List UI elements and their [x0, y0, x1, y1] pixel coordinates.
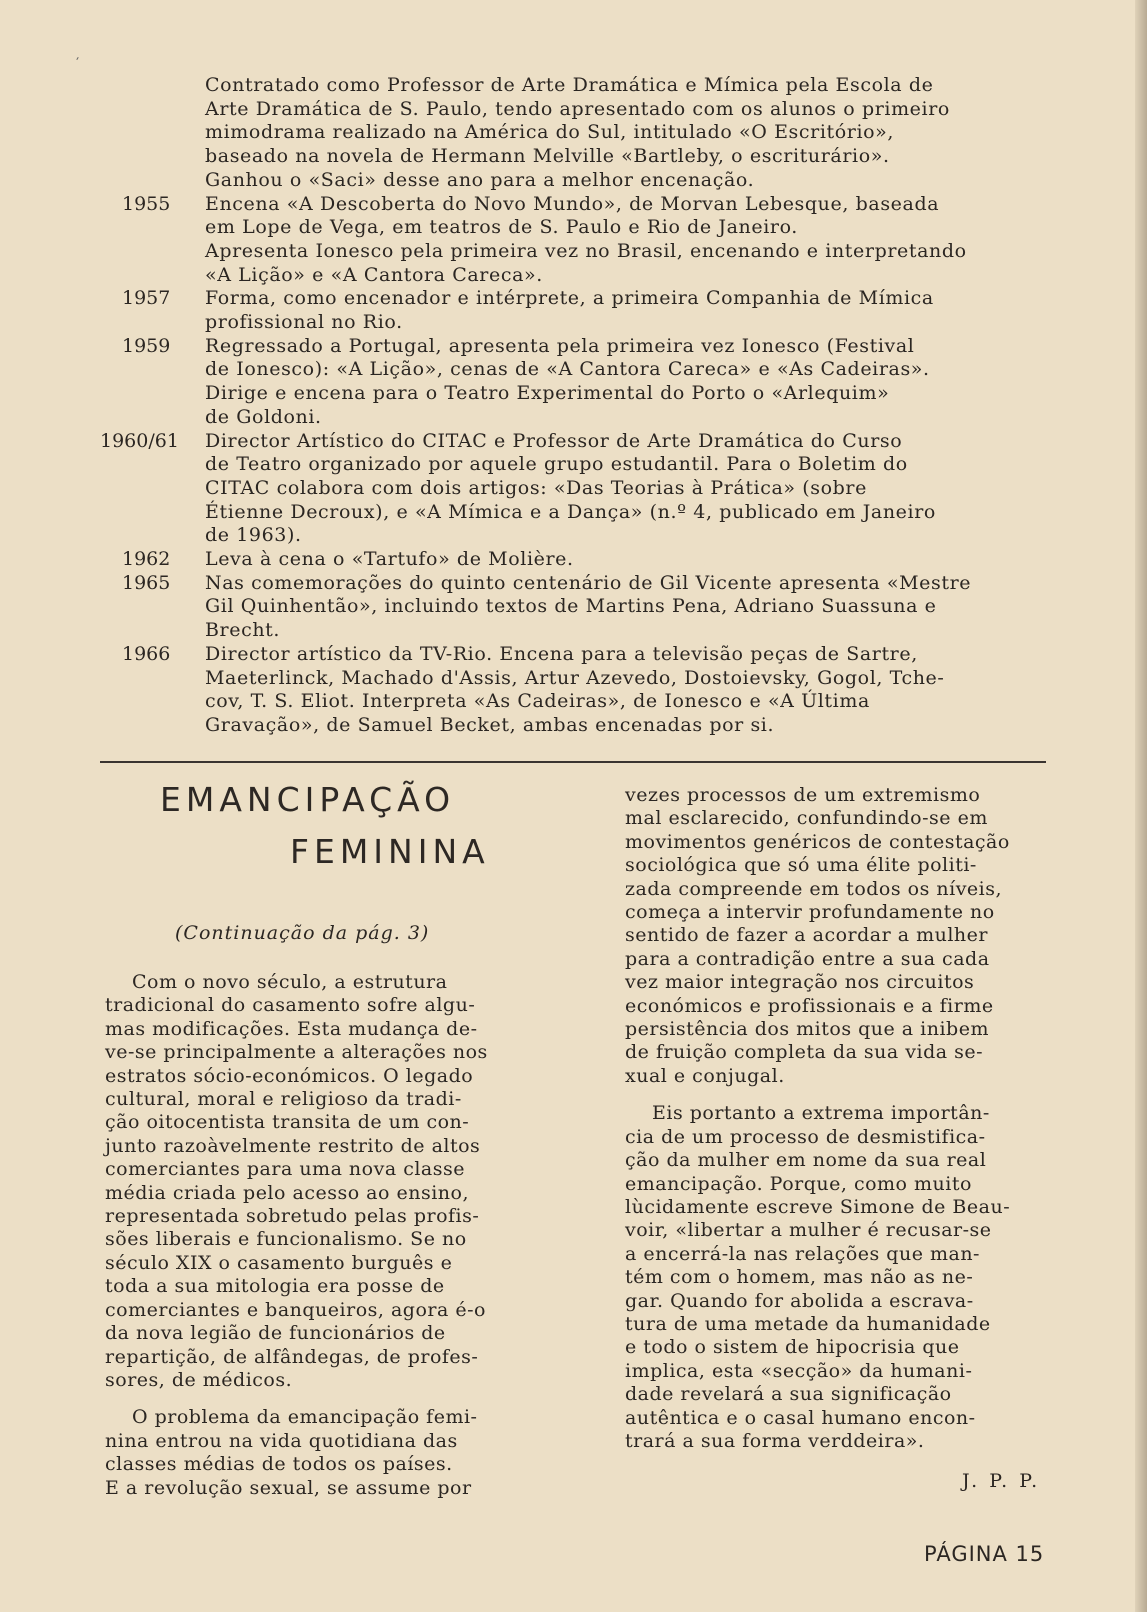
article-title-line1: EMANCIPAÇÃO — [160, 780, 456, 819]
text-line: O problema da emancipação femi- — [132, 1406, 478, 1429]
text-line: Ganhou o «Saci» desse ano para a melhor encenação. — [205, 168, 755, 191]
text-line: tura de uma metade da humanidade — [625, 1312, 991, 1335]
text-line: média criada pelo acesso ao ensino, — [105, 1181, 470, 1204]
text-line: trará a sua forma verddeira». — [625, 1429, 925, 1452]
text-line: movimentos genéricos de contestação — [625, 830, 1010, 853]
entry-year: 1959 — [122, 334, 171, 357]
text-line: vezes processos de um extremismo — [625, 784, 981, 806]
chronology-entry — [100, 643, 1060, 738]
text-line: sociológica que só uma élite politi- — [625, 854, 977, 877]
text-line: Eis portanto a extrema importân- — [652, 1102, 990, 1125]
text-line: xual e conjugal. — [625, 1064, 785, 1087]
text-line: Contratado como Professor de Arte Dramática e Mímica pela Escola de — [205, 74, 934, 96]
entry-year: 1962 — [122, 548, 171, 571]
text-line: económicos e profissionais e a firme — [625, 994, 994, 1017]
text-line: classes médias de todos os países. — [105, 1453, 453, 1476]
text-line: comerciantes para uma nova classe — [105, 1158, 466, 1181]
chronology-entry — [100, 548, 1060, 572]
text-line: autêntica e o casal humano encon- — [625, 1406, 976, 1429]
text-line: sões liberais e funcionalismo. Se no — [105, 1228, 467, 1251]
text-line: de Ionesco): «A Lição», cenas de «A Cantora Careca» e «As Cadeiras». — [205, 358, 930, 381]
paragraph-gap — [625, 1088, 1050, 1102]
entry-year: 1955 — [122, 192, 171, 215]
entry-year: 1965 — [122, 571, 171, 594]
text-line: mal esclarecido, confundindo-se em — [625, 807, 988, 830]
chronology-entry — [100, 430, 1060, 549]
entry-text — [205, 548, 1060, 572]
text-line: lùcidamente escreve Simone de Beau- — [625, 1195, 1011, 1218]
chronology-entry — [100, 335, 1060, 430]
section-divider — [100, 761, 1046, 763]
chronology-entry — [100, 74, 1060, 193]
text-line: Regressado a Portugal, apresenta pela primeira vez Ionesco (Festival — [205, 334, 915, 357]
entry-text — [205, 335, 1060, 430]
entry-text — [205, 572, 1060, 643]
text-line: Arte Dramática de S. Paulo, tendo apresentado com os alunos o primeiro — [205, 97, 950, 120]
text-line: dade revelará a sua significação — [625, 1383, 952, 1406]
text-line: junto razoàvelmente restrito de altos — [105, 1134, 481, 1157]
text-line: Nas comemorações do quinto centenário de Gil Vicente apresenta «Mestre — [205, 571, 972, 594]
ink-speck — [76, 57, 78, 60]
text-line: para a contradição entre a sua cada — [625, 947, 990, 970]
continuation-note: (Continuação da pág. 3) — [175, 922, 430, 944]
page-number: PÁGINA 15 — [924, 1542, 1045, 1566]
text-line: sores, de médicos. — [105, 1368, 293, 1391]
chronology-entry — [100, 193, 1060, 288]
text-line: em Lope de Vega, em teatros de S. Paulo e Rio de Janeiro. — [205, 216, 798, 239]
text-line: Encena «A Descoberta do Novo Mundo», de Morvan Lebesque, baseada — [205, 192, 940, 215]
text-line: cultural, moral e religioso da tradi- — [105, 1088, 462, 1111]
text-line: Leva à cena o «Tartufo» de Molière. — [205, 548, 574, 571]
text-line: nina entrou na vida quotidiana das — [105, 1429, 458, 1452]
page-edge-shadow — [1135, 0, 1147, 1612]
text-line: E a revolução sexual, se assume por — [105, 1476, 472, 1499]
text-line: de Goldoni. — [205, 405, 322, 428]
text-line: «A Lição» e «A Cantora Careca». — [205, 263, 543, 286]
text-line: mas modificações. Esta mudança de- — [105, 1017, 478, 1040]
text-line: ção oitocentista transita de um con- — [105, 1111, 470, 1134]
article-column-right — [625, 784, 1050, 1453]
text-line: toda a sua mitologia era posse de — [105, 1275, 445, 1298]
entry-year: 1966 — [122, 642, 171, 665]
text-line: emancipação. Porque, como muito — [625, 1172, 972, 1195]
text-line: Dirige e encena para o Teatro Experimental do Porto o «Arlequim» — [205, 382, 890, 405]
text-line: representada sobretudo pelas profis- — [105, 1205, 480, 1228]
entry-text — [205, 643, 1060, 738]
paragraph-gap — [105, 1392, 530, 1406]
text-line: de fruição completa da sua vida se- — [625, 1041, 984, 1064]
text-line: a encerrá-la nas relações que man- — [625, 1242, 980, 1265]
text-line: Com o novo século, a estrutura — [132, 971, 448, 993]
text-line: baseado na novela de Hermann Melville «Bartleby, o escriturário». — [205, 145, 890, 168]
text-line: estratos sócio-económicos. O legado — [105, 1064, 474, 1087]
text-line: começa a intervir profundamente no — [625, 901, 995, 924]
entry-year: 1960/61 — [100, 429, 179, 452]
text-line: zada compreende em todos os níveis, — [625, 877, 1003, 900]
text-line: Étienne Decroux), e «A Mímica e a Dança» (n.º 4, publicado em Janeiro — [205, 500, 936, 523]
text-line: de 1963). — [205, 524, 302, 547]
text-line: implica, esta «secção» da humani- — [625, 1359, 973, 1382]
entry-year: 1957 — [122, 287, 171, 310]
article-column-left — [105, 971, 530, 1500]
text-line: ção da mulher em nome da sua real — [625, 1149, 987, 1172]
text-line: e todo o sistem de hipocrisia que — [625, 1336, 960, 1359]
text-line: Apresenta Ionesco pela primeira vez no Brasil, encenando e interpretando — [205, 239, 967, 262]
text-line: comerciantes e banqueiros, agora é-o — [105, 1298, 486, 1321]
chronology-entry — [100, 287, 1060, 334]
text-line: Gil Quinhentão», incluindo textos de Martins Pena, Adriano Suassuna e — [205, 595, 937, 618]
text-line: voir, «libertar a mulher é recusar-se — [625, 1219, 992, 1242]
biography-chronology — [100, 74, 1060, 738]
text-line: de Teatro organizado por aquele grupo estudantil. Para o Boletim do — [205, 453, 908, 476]
author-signature: J. P. P. — [962, 1470, 1041, 1492]
text-line: repartição, de alfândegas, de profes- — [105, 1345, 479, 1368]
chronology-entry — [100, 572, 1060, 643]
text-line: Maeterlinck, Machado d'Assis, Artur Azevedo, Dostoievsky, Gogol, Tche- — [205, 666, 945, 689]
text-line: CITAC colabora com dois artigos: «Das Teorias à Prática» (sobre — [205, 476, 867, 499]
text-line: Director artístico da TV-Rio. Encena para a televisão peças de Sartre, — [205, 642, 918, 665]
text-line: Brecht. — [205, 619, 281, 642]
entry-text — [205, 193, 1060, 288]
text-line: sentido de fazer a acordar a mulher — [625, 924, 988, 947]
text-line: Director Artístico do CITAC e Professor de Arte Dramática do Curso — [205, 429, 903, 452]
text-line: da nova legião de funcionários de — [105, 1322, 446, 1345]
text-line: Gravação», de Samuel Becket, ambas encenadas por si. — [205, 713, 775, 736]
text-line: Forma, como encenador e intérprete, a primeira Companhia de Mímica — [205, 287, 934, 310]
text-line: cia de um processo de desmistifica- — [625, 1125, 986, 1148]
text-line: vez maior integração nos circuitos — [625, 971, 975, 994]
text-line: mimodrama realizado na América do Sul, intitulado «O Escritório», — [205, 121, 895, 144]
entry-text — [205, 430, 1060, 549]
entry-text — [205, 74, 1060, 193]
text-line: gar. Quando for abolida a escrava- — [625, 1289, 974, 1312]
text-line: profissional no Rio. — [205, 311, 403, 334]
text-line: século XIX o casamento burguês e — [105, 1251, 453, 1274]
text-line: tém com o homem, mas não as ne- — [625, 1266, 974, 1289]
entry-text — [205, 287, 1060, 334]
text-line: cov, T. S. Eliot. Interpreta «As Cadeiras», de Ionesco e «A Última — [205, 690, 870, 713]
text-line: persistência dos mitos que a inibem — [625, 1018, 989, 1041]
article-title-line2: FEMININA — [290, 832, 490, 871]
text-line: ve-se principalmente a alterações nos — [105, 1041, 488, 1064]
text-line: tradicional do casamento sofre algu- — [105, 994, 476, 1017]
